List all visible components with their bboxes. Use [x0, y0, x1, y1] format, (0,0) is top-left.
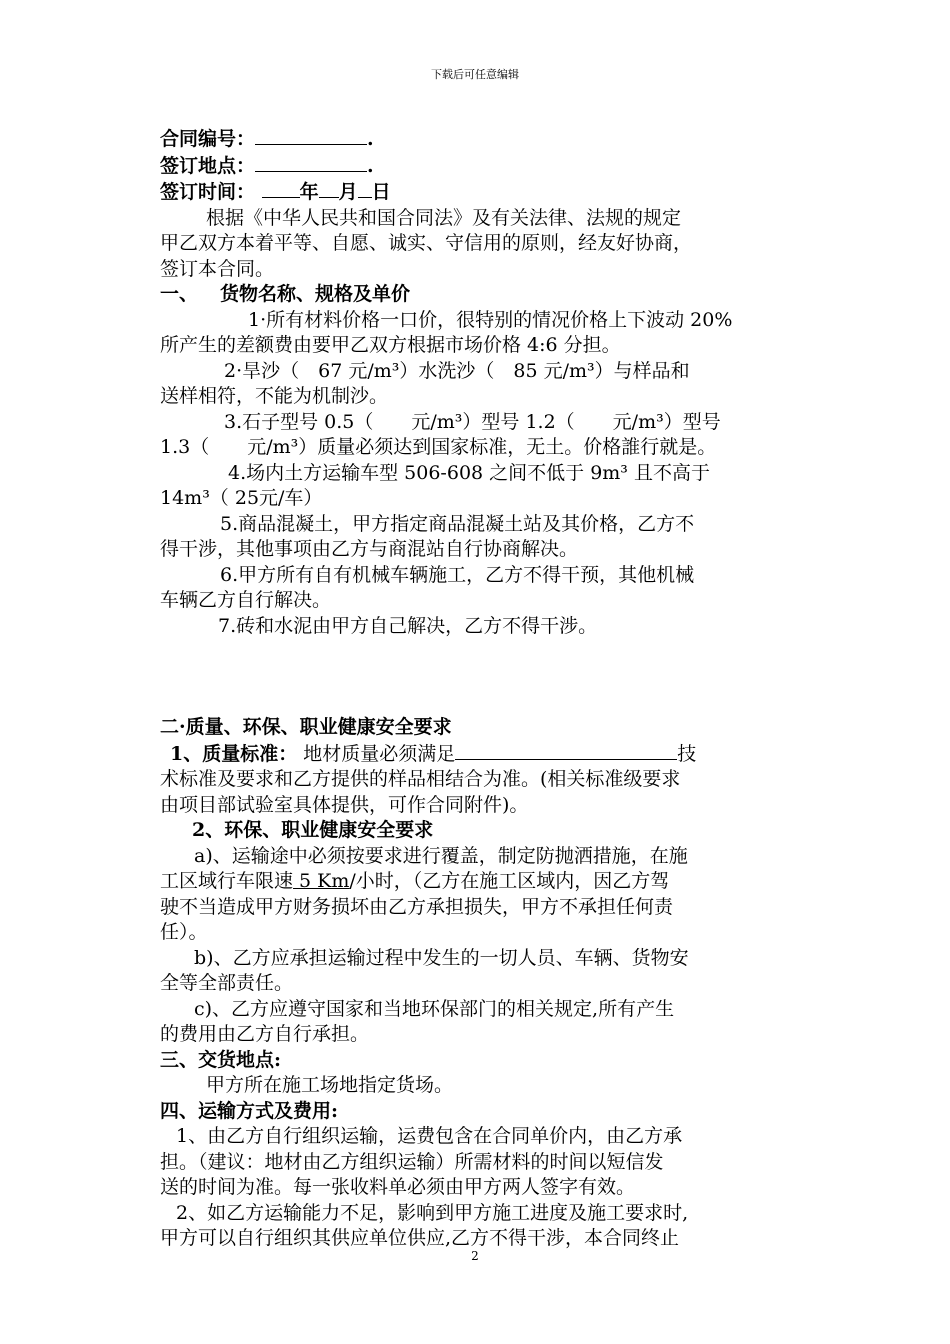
clause-line: 1.3（ 元/m³）质量必须达到国家标准，无土。价格誰行就是。	[160, 436, 717, 458]
quality-row	[160, 741, 828, 768]
delivery-text: 甲方所在施工场地指定货场。	[206, 1074, 454, 1096]
sign-place-row: 签订地点： .	[160, 154, 374, 177]
intro-line: 签订本合同。	[160, 257, 275, 280]
intro-line: 根据《中华人民共和国合同法》及有关法律、法规的规定	[206, 206, 682, 229]
quality-text-end: 技	[677, 742, 697, 765]
clause-line: 2·旱沙（ 67 元/m³）水洗沙（ 85 元/m³）与样品和	[224, 359, 690, 382]
clause-line: 4.场内土方运输车型 506-608 之间不低于 9m³ 且不高于	[228, 461, 710, 484]
page-number: 2	[471, 1249, 479, 1263]
contract-no-label: 合同编号：	[160, 128, 256, 150]
quality-label: 1、质量标准：	[170, 742, 298, 765]
month-blank	[319, 179, 339, 198]
sign-place-label: 签订地点：	[160, 154, 256, 177]
env-clause-a: a)、运输途中必须按要求进行覆盖，制定防抛洒措施，在施	[194, 844, 688, 867]
month-label: 月	[338, 181, 358, 203]
contract-no-blank	[255, 126, 367, 145]
clause-line: 7.砖和水泥由甲方自己解决，乙方不得干涉。	[218, 614, 598, 637]
transport-line: 担。（建议：地材由乙方组织运输）所需材料的时间以短信发	[160, 1150, 664, 1173]
env-clause-a-speed	[160, 869, 828, 895]
contract-no-row: 合同编号： .	[160, 128, 374, 150]
year-blank	[262, 179, 300, 198]
section3-heading: 三、交货地点:	[160, 1048, 282, 1071]
env-clause-line: 驶不当造成甲方财务损坏由乙方承担损失，甲方不承担任何责	[160, 895, 674, 918]
sign-time-row	[160, 179, 828, 206]
spacer	[160, 639, 828, 715]
contract-body	[160, 126, 828, 1252]
clause-line: 5.商品混凝土，甲方指定商品混凝土站及其价格，乙方不	[220, 512, 695, 535]
page-header: 下载后可任意编辑	[431, 68, 519, 81]
quality-standard-blank	[455, 741, 677, 760]
env-clause-line: 的费用由乙方自行承担。	[160, 1023, 370, 1045]
section4-heading: 四、运输方式及费用:	[160, 1099, 339, 1122]
section2-heading: 二·质量、环保、职业健康安全要求	[160, 716, 452, 738]
section1-heading-text: 货物名称、规格及单价	[220, 283, 411, 305]
sign-place-blank	[255, 153, 367, 172]
speed-suffix: /小时，（乙方在施工区域内，因乙方驾	[349, 870, 670, 892]
transport-line: 2、如乙方运输能力不足，影响到甲方施工进度及施工要求时,	[176, 1201, 689, 1224]
year-label: 年	[299, 181, 319, 203]
section1-heading-num: 一、	[160, 283, 199, 305]
intro-line: 甲乙双方本着平等、自愿、诚实、守信用的原则，经友好协商，	[160, 232, 693, 254]
clause-line: 所产生的差额费由要甲乙双方根据市场价格 4:6 分担。	[160, 334, 621, 356]
transport-line: 送的时间为准。每一张收料单必须由甲方两人签字有效。	[160, 1176, 636, 1198]
clause-line: 送样相符，不能为机制沙。	[160, 385, 389, 407]
speed-limit: 5 Km	[293, 870, 350, 892]
section1-heading	[160, 282, 828, 308]
env-clause-c: c)、乙方应遵守国家和当地环保部门的相关规定,所有产生	[194, 997, 675, 1020]
day-label: 日	[371, 181, 391, 203]
env-clause-line: 全等全部责任。	[160, 972, 294, 994]
env-clause-line: 任）。	[160, 921, 208, 943]
sign-time-label: 签订时间：	[160, 181, 256, 203]
transport-line: 1、由乙方自行组织运输，运费包含在合同单价内，由乙方承	[176, 1125, 683, 1147]
quality-line: 由项目部试验室具体提供，可作合同附件)。	[160, 793, 529, 816]
env-heading: 2、环保、职业健康安全要求	[192, 819, 434, 841]
quality-text: 地材质量必须满足	[303, 742, 456, 765]
clause-line: 6.甲方所有自有机械车辆施工，乙方不得干预，其他机械	[220, 563, 695, 586]
quality-line: 术标准及要求和乙方提供的样品相结合为准。(相关标准级要求	[160, 768, 681, 790]
speed-prefix: 工区域行车限速	[160, 870, 294, 892]
clause-line: 14m³（ 25元/车）	[160, 487, 323, 509]
transport-line: 甲方可以自行组织其供应单位供应,乙方不得干涉，本合同终止	[160, 1227, 680, 1249]
day-blank	[358, 179, 372, 198]
clause-line: 得干涉，其他事项由乙方与商混站自行协商解决。	[160, 538, 579, 560]
clause-line: 1·所有材料价格一口价，很特别的情况价格上下波动 20%	[248, 308, 733, 331]
clause-line: 车辆乙方自行解决。	[160, 589, 332, 611]
clause-line: 3.石子型号 0.5（ 元/m³）型号 1.2（ 元/m³）型号	[224, 410, 721, 433]
env-clause-b: b)、乙方应承担运输过程中发生的一切人员、车辆、货物安	[194, 946, 689, 969]
